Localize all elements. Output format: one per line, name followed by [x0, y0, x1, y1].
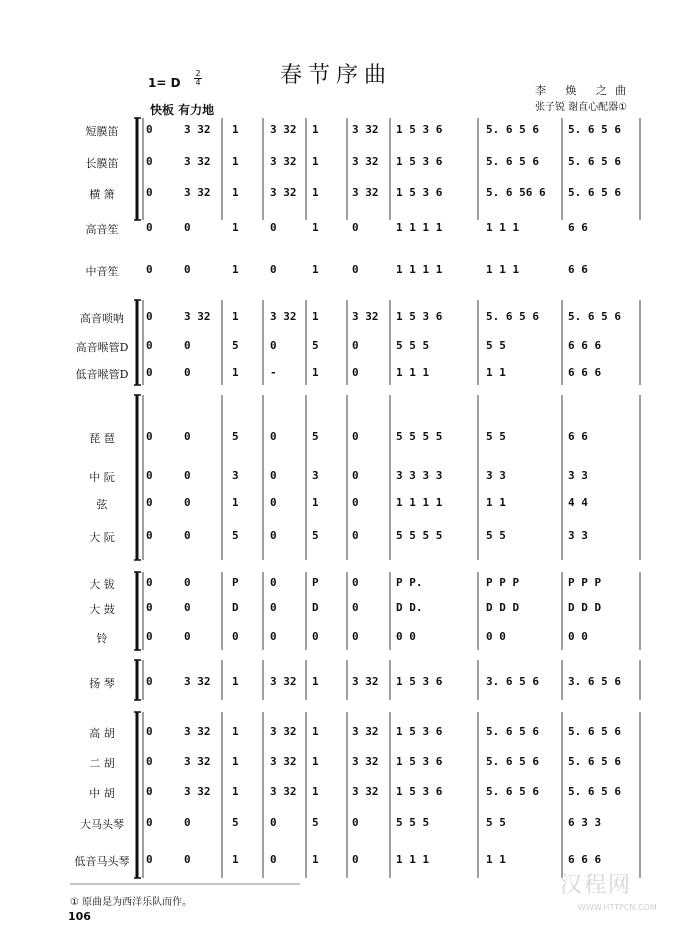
measure-notes: 1	[232, 123, 239, 136]
measure-notes: 1 1	[486, 496, 506, 509]
measure-notes: 3 32	[184, 186, 211, 199]
measure-notes: 1 5 3 6	[396, 123, 443, 136]
measure-notes: D D D	[568, 601, 602, 614]
measure-notes: 0 0	[486, 630, 506, 643]
measure-notes: 1	[232, 496, 239, 509]
measure-notes: 0	[270, 816, 277, 829]
time-signature-top: 2	[195, 69, 201, 78]
measure-notes: 5. 6 5 6	[486, 123, 539, 136]
measure-notes: 5	[232, 816, 239, 829]
measure-notes: 1	[312, 310, 319, 323]
measure-notes: 0	[184, 263, 191, 276]
measure-notes: 1	[312, 155, 319, 168]
measure-notes: 4 4	[568, 496, 588, 509]
measure-notes: D	[232, 601, 239, 614]
instrument-name: 高音喉管D	[75, 341, 129, 354]
measure-notes: 1	[232, 785, 239, 798]
measure-notes: 1 5 3 6	[396, 785, 443, 798]
measure-notes: 5 5 5 5	[396, 430, 443, 443]
measure-notes: 5	[232, 430, 239, 443]
instrument-name: 短膜笛	[85, 125, 119, 138]
measure-notes: 1	[232, 155, 239, 168]
measure-notes: 0	[270, 221, 277, 234]
measure-notes: 6 6 6	[568, 366, 602, 379]
instrument-name: 长膜笛	[85, 157, 119, 170]
measure-notes: 0	[352, 529, 359, 542]
measure-notes: 1	[232, 186, 239, 199]
instrument-name: 低音喉管D	[75, 368, 129, 381]
instrument-name: 大 阮	[89, 531, 115, 544]
measure-notes: P	[312, 576, 319, 589]
measure-notes: 1 1 1	[396, 853, 430, 866]
measure-notes: 6 6 6	[568, 853, 602, 866]
measure-notes: 0	[270, 339, 277, 352]
measure-notes: 5	[232, 339, 239, 352]
measure-notes: 5. 6 5 6	[568, 725, 621, 738]
measure-notes: 1 1 1 1	[396, 221, 443, 234]
measure-notes: 0	[184, 430, 191, 443]
measure-notes: 5	[312, 430, 319, 443]
measure-notes: 3 32	[352, 310, 379, 323]
measure-notes: 0	[312, 630, 319, 643]
measure-notes: 5. 6 5 6	[568, 155, 621, 168]
measure-notes: 1 5 3 6	[396, 755, 443, 768]
measure-notes: P P P	[568, 576, 602, 589]
measure-notes: 0	[352, 601, 359, 614]
measure-notes: 3 32	[184, 675, 211, 688]
measure-notes: 3 32	[184, 123, 211, 136]
measure-notes: 3 32	[352, 725, 379, 738]
measure-notes: 3	[312, 469, 319, 482]
measure-notes: 5	[312, 816, 319, 829]
measure-notes: 0	[146, 816, 153, 829]
watermark-logo: 汉程网	[560, 873, 633, 898]
measure-notes: 1	[232, 755, 239, 768]
measure-notes: 1	[312, 755, 319, 768]
measure-notes: 0	[352, 366, 359, 379]
measure-notes: 0	[270, 853, 277, 866]
measure-notes: 6 6	[568, 430, 588, 443]
measure-notes: 3 32	[184, 725, 211, 738]
arranger-credit: 张子锐 谢直心配器①	[535, 102, 628, 113]
measure-notes: 3 32	[270, 725, 297, 738]
measure-notes: 0	[352, 430, 359, 443]
measure-notes: D D D	[486, 601, 520, 614]
measure-notes: 0	[146, 310, 153, 323]
measure-notes: 3 32	[184, 310, 211, 323]
measure-notes: 1 1	[486, 853, 506, 866]
measure-notes: -	[270, 366, 277, 379]
measure-notes: 1	[312, 496, 319, 509]
instrument-name: 高 胡	[89, 727, 115, 740]
measure-notes: 3 32	[352, 755, 379, 768]
measure-notes: 1	[312, 725, 319, 738]
measure-notes: 1	[232, 221, 239, 234]
instrument-name: 中 胡	[89, 787, 115, 800]
measure-notes: 5. 6 5 6	[486, 155, 539, 168]
measure-notes: 0	[232, 630, 239, 643]
measure-notes: 0	[146, 339, 153, 352]
measure-notes: 3 32	[270, 123, 297, 136]
measure-notes: 1	[312, 366, 319, 379]
instrument-name: 横 箫	[89, 188, 115, 201]
measure-notes: 1	[312, 785, 319, 798]
measure-notes: 0	[146, 853, 153, 866]
measure-notes: 1 1	[486, 366, 506, 379]
measure-notes: 1	[232, 310, 239, 323]
measure-notes: P P.	[396, 576, 423, 589]
measure-notes: 0	[184, 366, 191, 379]
measure-notes: 3. 6 5 6	[486, 675, 539, 688]
measure-notes: 5 5	[486, 529, 506, 542]
instrument-name: 大马头琴	[80, 818, 124, 831]
measure-notes: 5. 6 5 6	[568, 123, 621, 136]
measure-notes: 5. 6 5 6	[568, 785, 621, 798]
measure-notes: 0	[270, 430, 277, 443]
watermark-url: WWW.HTTPCN.COM	[578, 903, 657, 912]
measure-notes: 1	[312, 853, 319, 866]
instrument-name: 中音笙	[85, 265, 119, 278]
key-signature: 1= D	[148, 76, 181, 90]
measure-notes: 3	[232, 469, 239, 482]
time-signature-bottom: 4	[195, 78, 201, 87]
tempo-marking: 快板 有力地	[150, 103, 215, 117]
measure-notes: 3 32	[352, 785, 379, 798]
measure-notes: 5. 6 5 6	[568, 755, 621, 768]
measure-notes: 0	[184, 339, 191, 352]
measure-notes: 1 1 1	[486, 221, 520, 234]
measure-notes: 0	[352, 263, 359, 276]
measure-notes: 3 32	[270, 155, 297, 168]
instrument-name: 大 钹	[89, 578, 115, 591]
measure-notes: 0	[146, 725, 153, 738]
measure-notes: 5	[312, 529, 319, 542]
measure-notes: 5. 6 56 6	[486, 186, 546, 199]
measure-notes: 3 32	[270, 675, 297, 688]
measure-notes: 0	[184, 601, 191, 614]
measure-notes: 0	[352, 469, 359, 482]
footnote: ① 原曲是为西洋乐队而作。	[70, 897, 193, 908]
measure-notes: 0	[352, 221, 359, 234]
measure-notes: 3 32	[352, 675, 379, 688]
measure-notes: 1 5 3 6	[396, 155, 443, 168]
measure-notes: 3 32	[184, 755, 211, 768]
measure-notes: 1	[232, 853, 239, 866]
measure-notes: 1 1 1 1	[396, 263, 443, 276]
instrument-name: 二 胡	[89, 757, 115, 770]
measure-notes: 3 32	[352, 123, 379, 136]
measure-notes: 0	[352, 630, 359, 643]
measure-notes: 1	[232, 725, 239, 738]
measure-notes: 3 32	[352, 155, 379, 168]
measure-notes: 0	[146, 576, 153, 589]
measure-notes: 3 32	[352, 186, 379, 199]
measure-notes: 0 0	[568, 630, 588, 643]
measure-notes: 3 32	[184, 155, 211, 168]
measure-notes: 0	[184, 221, 191, 234]
measure-notes: 0	[270, 496, 277, 509]
measure-notes: 1	[312, 263, 319, 276]
page-title: 春节序曲	[280, 63, 393, 88]
instrument-name: 中 阮	[89, 471, 115, 484]
measure-notes: 0	[146, 755, 153, 768]
measure-notes: 0	[270, 529, 277, 542]
measure-notes: 0	[352, 496, 359, 509]
measure-notes: D D.	[396, 601, 423, 614]
measure-notes: 1 5 3 6	[396, 310, 443, 323]
measure-notes: 1	[312, 186, 319, 199]
page-number: 106	[68, 910, 91, 923]
measure-notes: 0	[270, 263, 277, 276]
measure-notes: 3 3	[568, 469, 588, 482]
measure-notes: 3 3 3 3	[396, 469, 443, 482]
measure-notes: 0	[146, 366, 153, 379]
measure-notes: 1 1 1 1	[396, 496, 443, 509]
measure-notes: 0	[184, 576, 191, 589]
measure-notes: 0	[146, 469, 153, 482]
measure-notes: 5 5	[486, 816, 506, 829]
composer-credit: 李 焕 之曲	[535, 84, 634, 97]
measure-notes: 3 32	[270, 785, 297, 798]
measure-notes: P	[232, 576, 239, 589]
measure-notes: 0	[184, 469, 191, 482]
measure-notes: 6 3 3	[568, 816, 602, 829]
measure-notes: 5	[232, 529, 239, 542]
measure-notes: 0	[146, 675, 153, 688]
measure-notes: 1	[232, 675, 239, 688]
measure-notes: 0	[146, 529, 153, 542]
measure-notes: 1	[232, 366, 239, 379]
measure-notes: 0	[270, 601, 277, 614]
measure-notes: P P P	[486, 576, 520, 589]
measure-notes: 0	[270, 576, 277, 589]
measure-notes: 3 32	[270, 310, 297, 323]
measure-notes: 0	[184, 529, 191, 542]
measure-notes: 0	[146, 155, 153, 168]
measure-notes: 1	[312, 123, 319, 136]
measure-notes: 0	[352, 853, 359, 866]
measure-notes: 0	[146, 785, 153, 798]
measure-notes: 3 32	[270, 755, 297, 768]
measure-notes: 1 5 3 6	[396, 675, 443, 688]
measure-notes: 0	[270, 630, 277, 643]
measure-notes: 5. 6 5 6	[486, 755, 539, 768]
measure-notes: 0	[146, 123, 153, 136]
measure-notes: 0	[146, 630, 153, 643]
instrument-name: 弦	[96, 498, 108, 511]
measure-notes: 6 6	[568, 263, 588, 276]
measure-notes: 3 32	[184, 785, 211, 798]
measure-notes: 3 3	[486, 469, 506, 482]
measure-notes: 5 5 5	[396, 339, 430, 352]
measure-notes: 5 5 5 5	[396, 529, 443, 542]
measure-notes: 0	[146, 430, 153, 443]
measure-notes: 0	[146, 263, 153, 276]
measure-notes: 0	[184, 630, 191, 643]
measure-notes: 5	[312, 339, 319, 352]
measure-notes: 3 3	[568, 529, 588, 542]
measure-notes: 0 0	[396, 630, 416, 643]
measure-notes: 1	[232, 263, 239, 276]
measure-notes: 0	[184, 853, 191, 866]
measure-notes: 1 1 1	[486, 263, 520, 276]
measure-notes: 0	[146, 601, 153, 614]
measure-notes: 5. 6 5 6	[486, 725, 539, 738]
measure-notes: 5 5	[486, 430, 506, 443]
measure-notes: 1	[312, 221, 319, 234]
measure-notes: 0	[352, 576, 359, 589]
measure-notes: 5 5	[486, 339, 506, 352]
instrument-name: 低音马头琴	[74, 855, 130, 868]
instrument-name: 大 鼓	[89, 603, 115, 616]
measure-notes: 0	[184, 496, 191, 509]
measure-notes: 0	[352, 339, 359, 352]
instrument-name: 扬 琴	[89, 677, 115, 690]
measure-notes: 0	[146, 186, 153, 199]
measure-notes: 5. 6 5 6	[568, 310, 621, 323]
measure-notes: 0	[146, 496, 153, 509]
measure-notes: 0	[146, 221, 153, 234]
instrument-name: 高音唢呐	[80, 312, 124, 325]
measure-notes: 1	[312, 675, 319, 688]
measure-notes: 0	[352, 816, 359, 829]
measure-notes: 6 6	[568, 221, 588, 234]
measure-notes: 3 32	[270, 186, 297, 199]
measure-notes: 1 1 1	[396, 366, 430, 379]
instrument-name: 琵 琶	[89, 432, 115, 445]
measure-notes: 5. 6 5 6	[486, 785, 539, 798]
measure-notes: 0	[184, 816, 191, 829]
measure-notes: 3. 6 5 6	[568, 675, 621, 688]
instrument-name: 高音笙	[85, 223, 119, 236]
measure-notes: 5. 6 5 6	[568, 186, 621, 199]
measure-notes: 5. 6 5 6	[486, 310, 539, 323]
measure-notes: 1 5 3 6	[396, 186, 443, 199]
measure-notes: 1 5 3 6	[396, 725, 443, 738]
measure-notes: D	[312, 601, 319, 614]
measure-notes: 0	[270, 469, 277, 482]
instrument-name: 铃	[96, 632, 108, 645]
measure-notes: 6 6 6	[568, 339, 602, 352]
measure-notes: 5 5 5	[396, 816, 430, 829]
